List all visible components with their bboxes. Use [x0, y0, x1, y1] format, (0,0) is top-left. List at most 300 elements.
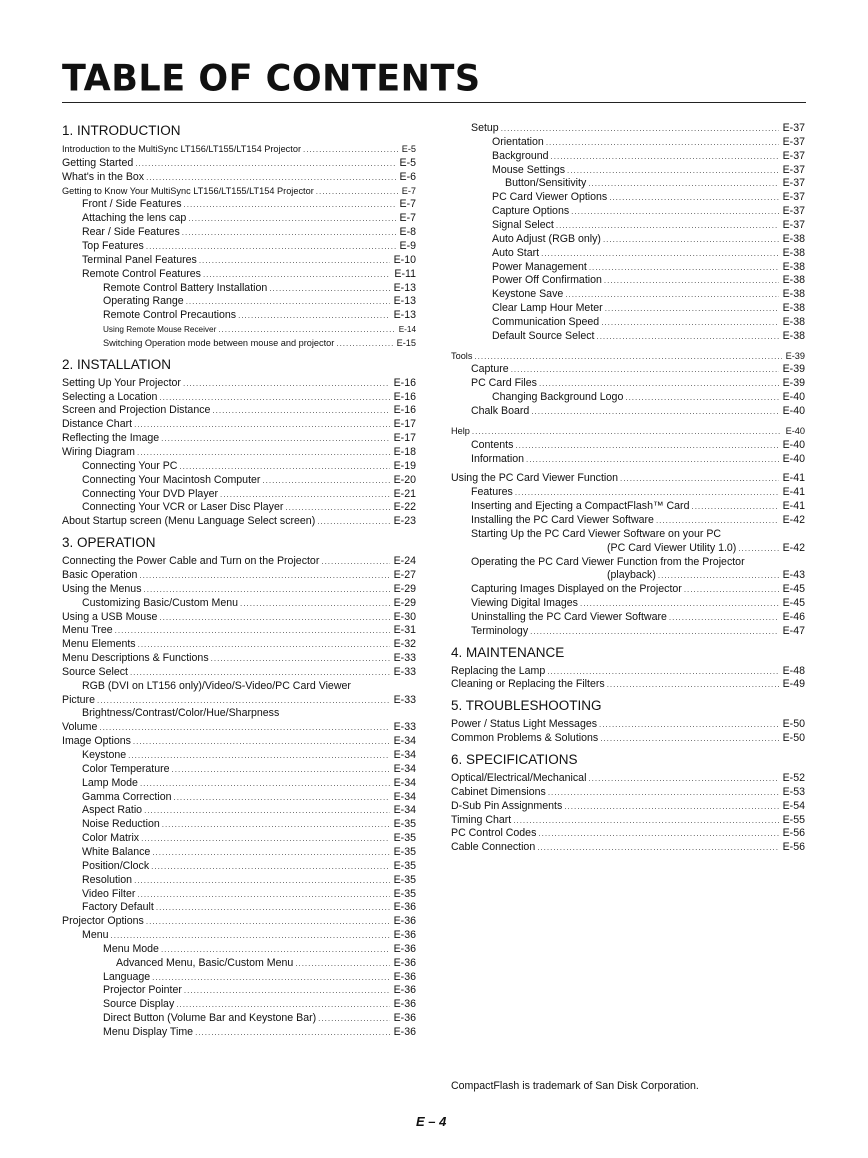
dot-leader [141, 832, 390, 845]
toc-entry-page: E-50 [782, 718, 805, 731]
toc-entry-title: Factory Default [82, 901, 154, 914]
dot-leader [656, 514, 779, 527]
toc-entry[interactable] [492, 274, 805, 287]
dot-leader [199, 254, 390, 267]
toc-entry[interactable] [103, 309, 416, 322]
toc-entry-title: Inserting and Ejecting a CompactFlash™ Card [471, 500, 690, 513]
toc-entry-title: Using the Menus [62, 582, 142, 595]
toc-entry[interactable] [103, 998, 416, 1011]
toc-entry-page: E-19 [393, 459, 416, 472]
toc-entry[interactable] [62, 666, 416, 679]
toc-entry-title: Menu Elements [62, 638, 136, 651]
toc-entry-page: E-38 [782, 302, 805, 315]
toc-entry[interactable] [471, 625, 805, 638]
toc-entry-page: E-38 [782, 274, 805, 287]
dot-leader [139, 569, 389, 582]
toc-entry-page: E-7 [399, 198, 416, 211]
toc-entry[interactable] [62, 583, 416, 596]
toc-entry-page: E-18 [393, 446, 416, 458]
dot-leader [269, 282, 389, 295]
toc-entry[interactable] [451, 786, 805, 799]
toc-entry-title: Menu Descriptions & Functions [62, 652, 209, 665]
toc-entry[interactable] [62, 915, 416, 928]
toc-entry-title: Using the PC Card Viewer Function [451, 472, 619, 485]
toc-entry[interactable] [62, 569, 416, 582]
dot-leader [115, 624, 390, 637]
toc-entry[interactable] [492, 233, 805, 246]
toc-entry-page: E-39 [782, 377, 805, 390]
dot-leader [541, 247, 779, 260]
toc-entry-page: E-21 [393, 487, 416, 500]
toc-entry-page: E-38 [782, 288, 805, 301]
dot-leader [159, 611, 389, 624]
toc-entry[interactable] [471, 583, 805, 596]
toc-entry[interactable] [451, 841, 805, 854]
toc-entry-page: E-36 [393, 970, 416, 983]
dot-leader [146, 240, 396, 253]
dot-leader [513, 814, 778, 827]
section-heading: 4. MAINTENANCE [451, 644, 565, 660]
toc-entry[interactable] [103, 971, 416, 984]
toc-entry-page: E-41 [782, 500, 805, 513]
toc-entry[interactable] [62, 185, 416, 198]
toc-entry-title: Capturing Images Displayed on the Projector [471, 583, 682, 596]
toc-entry[interactable] [62, 404, 416, 417]
toc-entry-title: Help [451, 425, 470, 436]
dot-leader [596, 330, 778, 343]
toc-entry-title: Orientation [492, 135, 544, 148]
dot-leader [295, 957, 389, 970]
toc-entry-page: E-35 [393, 859, 416, 872]
toc-entry[interactable] [103, 984, 416, 997]
toc-entry[interactable] [62, 652, 416, 665]
dot-leader [138, 638, 390, 651]
toc-entry[interactable] [451, 772, 805, 785]
toc-entry[interactable] [492, 191, 805, 204]
section-heading: 1. INTRODUCTION [62, 123, 181, 138]
dot-leader [128, 749, 389, 762]
toc-entry-page: E-34 [393, 804, 416, 817]
toc-entry[interactable] [607, 542, 805, 555]
toc-entry-page: E-33 [393, 652, 416, 665]
toc-entry-title: Gamma Correction [82, 790, 172, 803]
toc-entry[interactable] [492, 164, 805, 177]
toc-text-line: Operating the PC Card Viewer Function from the Projector [471, 555, 745, 568]
dot-leader [600, 732, 778, 745]
dot-leader [211, 652, 390, 665]
dot-leader [556, 219, 779, 232]
toc-entry-page: E-15 [396, 337, 416, 348]
trademark-footnote: CompactFlash is trademark of San Disk Corporation. [451, 1080, 699, 1092]
toc-entry-title: About Startup screen (Menu Language Select screen) [62, 515, 316, 528]
toc-entry[interactable] [103, 943, 416, 956]
toc-entry-title: D-Sub Pin Assignments [451, 799, 563, 812]
toc-entry[interactable] [451, 678, 805, 691]
toc-entry-page: E-23 [393, 515, 416, 528]
toc-entry-title: Default Source Select [492, 329, 595, 342]
toc-entry-title: Wiring Diagram [62, 446, 135, 458]
toc-entry-title: Getting to Know Your MultiSync LT156/LT155/LT154 Projector [62, 185, 314, 196]
dot-leader [567, 164, 779, 177]
toc-entry[interactable] [471, 122, 805, 135]
dot-leader [472, 425, 782, 438]
dot-leader [146, 915, 390, 928]
dot-leader [589, 261, 779, 274]
toc-entry-title: Connecting Your DVD Player [82, 487, 219, 500]
toc-entry-page: E-33 [393, 721, 416, 734]
toc-entry-title: Installing the PC Card Viewer Software [471, 513, 654, 526]
toc-entry[interactable] [62, 143, 416, 156]
toc-entry-page: E-39 [782, 363, 805, 376]
toc-entry[interactable] [62, 446, 416, 459]
dot-leader [321, 555, 389, 568]
toc-entry[interactable] [492, 261, 805, 274]
dot-leader [97, 694, 390, 707]
dot-leader [220, 488, 390, 501]
toc-entry-page: E-36 [393, 984, 416, 997]
toc-entry-page: E-16 [393, 390, 416, 403]
dot-leader [538, 827, 778, 840]
toc-entry[interactable] [103, 323, 416, 336]
toc-entry-title: Viewing Digital Images [471, 597, 578, 610]
toc-entry[interactable] [492, 219, 805, 232]
toc-entry-page: E-34 [393, 776, 416, 789]
dot-leader [604, 274, 779, 287]
toc-entry-page: E-17 [393, 432, 416, 445]
toc-entry-title: Image Options [62, 735, 131, 748]
dot-leader [599, 718, 779, 731]
dot-leader [580, 597, 779, 610]
toc-entry-page: E-11 [394, 267, 416, 280]
toc-entry[interactable] [116, 957, 416, 970]
toc-entry-page: E-36 [393, 942, 416, 955]
dot-leader [137, 446, 390, 459]
toc-entry[interactable] [82, 212, 416, 225]
toc-entry[interactable] [82, 268, 416, 281]
toc-entry[interactable] [103, 1026, 416, 1039]
toc-entry[interactable] [82, 488, 416, 501]
toc-entry-title: Cleaning or Replacing the Filters [451, 678, 605, 691]
toc-entry[interactable] [492, 205, 805, 218]
toc-entry-page: E-53 [782, 785, 805, 798]
toc-entry[interactable] [82, 929, 416, 942]
toc-entry[interactable] [451, 472, 805, 485]
toc-entry[interactable] [471, 405, 805, 418]
toc-entry-page: E-35 [393, 832, 416, 845]
toc-entry[interactable] [82, 901, 416, 914]
toc-entry-page: E-7 [401, 185, 416, 196]
toc-entry-title: Attaching the lens cap [82, 212, 187, 225]
toc-entry[interactable] [492, 150, 805, 163]
toc-entry-page: E-45 [782, 597, 805, 610]
toc-entry[interactable] [471, 611, 805, 624]
dot-leader [658, 569, 779, 582]
dot-leader [176, 998, 389, 1011]
toc-entry-title: Uninstalling the PC Card Viewer Software [471, 610, 667, 623]
toc-entry-title: Projector Options [62, 915, 144, 928]
toc-entry-title: Button/Sensitivity [505, 177, 587, 190]
toc-entry-page: E-13 [393, 309, 416, 322]
toc-entry-title: PC Card Viewer Options [492, 191, 608, 204]
toc-entry-title: Menu Mode [103, 942, 159, 955]
toc-entry[interactable] [82, 254, 416, 267]
toc-entry[interactable] [492, 247, 805, 260]
toc-entry[interactable] [62, 638, 416, 651]
dot-leader [195, 1026, 390, 1039]
toc-entry-page: E-14 [398, 325, 416, 335]
toc-entry[interactable] [82, 888, 416, 901]
dot-leader [182, 226, 396, 239]
toc-entry[interactable] [471, 453, 805, 466]
toc-entry-page: E-36 [393, 1012, 416, 1025]
toc-entry-page: E-10 [393, 253, 416, 266]
toc-entry-page: E-8 [399, 226, 416, 239]
page-number: E – 4 [416, 1114, 447, 1129]
toc-entry-title: Connecting Your VCR or Laser Disc Player [82, 501, 284, 514]
toc-entry[interactable] [82, 804, 416, 817]
toc-entry[interactable] [82, 226, 416, 239]
toc-entry[interactable] [82, 474, 416, 487]
dot-leader [530, 625, 778, 638]
toc-entry[interactable] [62, 735, 416, 748]
toc-entry-page: E-38 [782, 315, 805, 328]
dot-leader [605, 302, 779, 315]
toc-entry[interactable] [82, 749, 416, 762]
toc-entry[interactable] [62, 377, 416, 390]
dot-leader [130, 666, 390, 679]
toc-entry[interactable] [62, 721, 416, 734]
dot-leader [303, 143, 398, 156]
toc-entry[interactable] [62, 418, 416, 431]
dot-leader [99, 721, 389, 734]
dot-leader [548, 786, 779, 799]
dot-leader [571, 205, 778, 218]
toc-entry[interactable] [103, 1012, 416, 1025]
toc-entry[interactable] [62, 624, 416, 637]
dot-leader [609, 191, 778, 204]
toc-entry[interactable] [492, 316, 805, 329]
toc-entry[interactable] [451, 350, 805, 363]
dot-leader [183, 377, 390, 390]
toc-entry[interactable] [62, 157, 416, 170]
toc-entry-page: E-34 [393, 749, 416, 761]
toc-entry-title: Contents [471, 438, 514, 451]
toc-entry-title: Selecting a Location [62, 390, 158, 403]
toc-entry-page: E-56 [782, 827, 805, 840]
toc-entry[interactable] [62, 432, 416, 445]
toc-entry-title: What's in the Box [62, 170, 145, 183]
dot-leader [240, 597, 390, 610]
toc-entry-title: Replacing the Lamp [451, 664, 546, 677]
toc-entry[interactable] [492, 330, 805, 343]
toc-entry[interactable] [471, 377, 805, 390]
toc-entry-title: Reflecting the Image [62, 432, 160, 445]
toc-entry[interactable] [471, 500, 805, 513]
toc-entry[interactable] [492, 302, 805, 315]
dot-leader [159, 391, 389, 404]
toc-entry-page: E-40 [782, 438, 805, 451]
toc-entry-page: E-36 [393, 998, 416, 1011]
toc-entry[interactable] [82, 501, 416, 514]
toc-entry[interactable] [607, 569, 805, 582]
toc-entry[interactable] [82, 597, 416, 610]
toc-entry[interactable] [492, 391, 805, 404]
toc-entry[interactable] [471, 363, 805, 376]
toc-entry[interactable] [451, 814, 805, 827]
toc-entry[interactable] [82, 818, 416, 831]
dot-leader [262, 474, 389, 487]
toc-entry[interactable] [82, 832, 416, 845]
dot-leader [588, 772, 778, 785]
dot-leader [151, 860, 389, 873]
dot-leader [184, 198, 396, 211]
toc-entry[interactable] [82, 874, 416, 887]
toc-entry[interactable] [451, 827, 805, 840]
toc-entry-title: Features [471, 486, 513, 499]
toc-entry-title: Projector Pointer [103, 984, 182, 997]
dot-leader [474, 350, 781, 363]
toc-entry[interactable] [82, 763, 416, 776]
dot-leader [691, 500, 778, 513]
toc-entry-page: E-37 [782, 177, 805, 190]
dot-leader [179, 460, 389, 473]
dot-leader [137, 888, 389, 901]
toc-entry[interactable] [103, 282, 416, 295]
dot-leader [238, 309, 390, 322]
dot-leader [603, 233, 779, 246]
title-rule [62, 102, 806, 103]
dot-leader [601, 316, 778, 329]
toc-entry-title: Auto Start [492, 246, 540, 259]
toc-entry-title: Timing Chart [451, 813, 512, 826]
toc-entry-title: PC Card Files [471, 377, 537, 390]
toc-entry-page: E-5 [399, 156, 416, 169]
toc-entry[interactable] [82, 198, 416, 211]
toc-entry-title: Connecting Your PC [82, 459, 178, 472]
dot-leader [539, 377, 779, 390]
toc-entry[interactable] [82, 777, 416, 790]
toc-entry-page: E-36 [393, 1026, 416, 1038]
toc-entry[interactable] [492, 288, 805, 301]
toc-text-line: Starting Up the PC Card Viewer Software on your PC [471, 527, 722, 540]
toc-entry[interactable] [62, 611, 416, 624]
toc-entry-page: E-37 [782, 135, 805, 148]
dot-leader [218, 323, 394, 336]
toc-entry-title: Rear / Side Features [82, 226, 180, 239]
toc-entry-title: Setting Up Your Projector [62, 376, 181, 389]
dot-leader [161, 432, 389, 445]
toc-entry[interactable] [103, 295, 416, 308]
toc-entry[interactable] [471, 439, 805, 452]
toc-entry-title: Menu Tree [62, 624, 113, 637]
toc-entry[interactable] [62, 391, 416, 404]
toc-entry-page: E-35 [393, 845, 416, 858]
toc-entry[interactable] [82, 460, 416, 473]
toc-entry[interactable] [451, 800, 805, 813]
toc-entry-title: Noise Reduction [82, 818, 160, 831]
toc-entry[interactable] [103, 337, 416, 350]
dot-leader [316, 185, 398, 198]
toc-entry-title: Optical/Electrical/Mechanical [451, 772, 587, 784]
section-heading: 5. TROUBLESHOOTING [451, 698, 602, 714]
toc-entry[interactable] [471, 597, 805, 610]
toc-entry-title: Operating Range [103, 295, 184, 308]
toc-entry-page: E-20 [393, 473, 416, 486]
dot-leader [547, 665, 778, 678]
toc-entry-title: Menu Display Time [103, 1026, 194, 1038]
toc-entry-title: Setup [471, 122, 499, 134]
toc-entry[interactable] [451, 425, 805, 438]
toc-entry[interactable] [82, 240, 416, 253]
toc-entry[interactable] [62, 171, 416, 184]
dot-leader [135, 157, 395, 170]
dot-leader [511, 363, 779, 376]
toc-entry[interactable] [451, 665, 805, 678]
toc-entry-title: Resolution [82, 873, 133, 886]
toc-entry[interactable] [492, 136, 805, 149]
toc-entry-page: E-6 [399, 170, 416, 183]
dot-leader [317, 515, 389, 528]
toc-entry-title: Power / Status Light Messages [451, 718, 598, 731]
toc-entry-title: Background [492, 149, 549, 162]
toc-entry-page: E-5 [401, 144, 416, 154]
dot-leader [173, 791, 389, 804]
toc-entry-title: Volume [62, 721, 98, 734]
dot-leader [111, 929, 390, 942]
toc-entry[interactable] [82, 846, 416, 859]
dot-leader [186, 295, 390, 308]
toc-entry-title: Power Off Confirmation [492, 274, 602, 287]
toc-entry[interactable] [82, 791, 416, 804]
toc-entry[interactable] [62, 694, 416, 707]
toc-entry-title: Using a USB Mouse [62, 610, 158, 623]
dot-leader [162, 818, 390, 831]
toc-entry-title: Connecting the Power Cable and Turn on the Projector [62, 555, 320, 568]
dot-leader [146, 171, 395, 184]
toc-entry-page: E-37 [782, 218, 805, 231]
dot-leader [152, 846, 389, 859]
toc-entry[interactable] [62, 515, 416, 528]
dot-leader [152, 971, 389, 984]
toc-entry[interactable] [471, 486, 805, 499]
toc-entry-title: Common Problems & Solutions [451, 732, 599, 745]
dot-leader [551, 150, 779, 163]
toc-entry-page: E-37 [782, 205, 805, 218]
dot-leader [564, 800, 778, 813]
toc-entry-page: E-24 [393, 555, 416, 568]
toc-entry[interactable] [62, 555, 416, 568]
toc-entry[interactable] [451, 718, 805, 731]
toc-entry-title: (playback) [607, 569, 656, 582]
toc-entry-page: E-38 [782, 329, 805, 342]
dot-leader [212, 404, 389, 417]
toc-entry[interactable] [505, 177, 805, 190]
toc-entry[interactable] [451, 732, 805, 745]
toc-entry-page: E-38 [782, 260, 805, 273]
toc-entry-title: Language [103, 970, 151, 983]
toc-text-line: RGB (DVI on LT156 only)/Video/S-Video/PC Card Viewer [82, 679, 351, 692]
dot-leader [531, 405, 778, 418]
toc-entry[interactable] [471, 514, 805, 527]
toc-entry-title: Top Features [82, 239, 144, 252]
toc-entry-page: E-36 [393, 956, 416, 969]
dot-leader [515, 486, 779, 499]
toc-entry-title: Chalk Board [471, 405, 530, 417]
toc-entry-title: Color Matrix [82, 832, 140, 845]
toc-entry-title: Terminology [471, 624, 529, 637]
toc-entry-page: E-40 [782, 452, 805, 465]
toc-entry[interactable] [82, 860, 416, 873]
